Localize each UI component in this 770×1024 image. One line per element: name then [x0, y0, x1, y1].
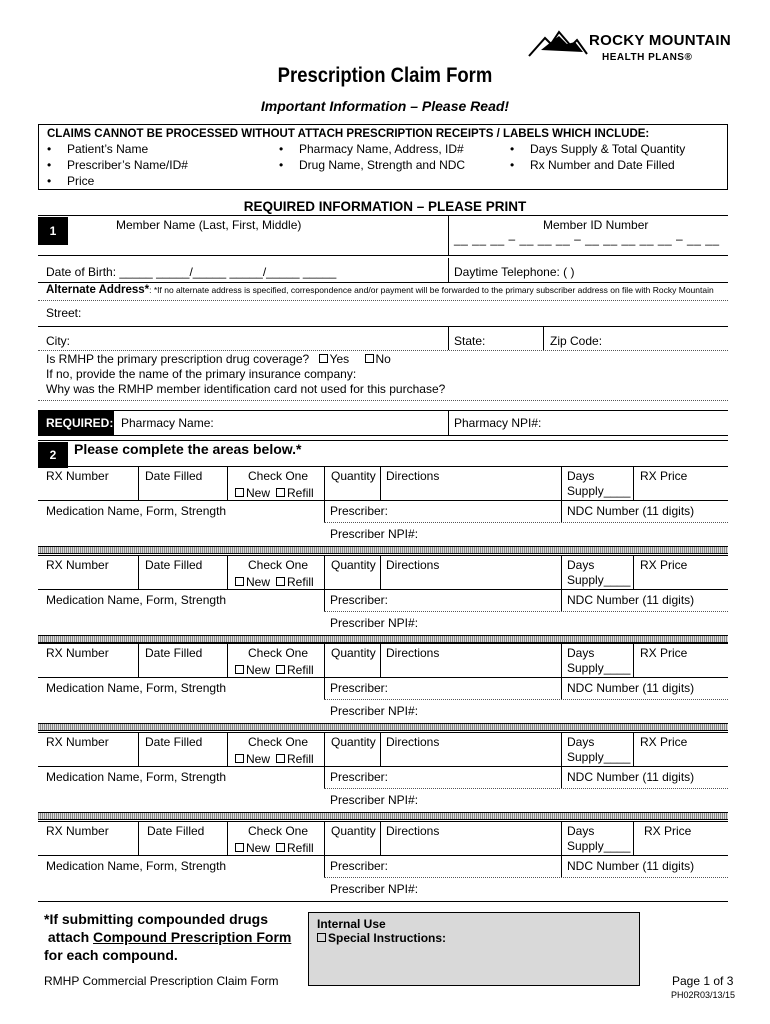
page-subtitle: Important Information – Please Read! [260, 98, 510, 114]
compound-form-link[interactable]: Compound Prescription Form [93, 929, 292, 945]
primary-coverage-question: Is RMHP the primary prescription drug coverage? [46, 352, 310, 366]
prescriber-npi-field[interactable]: Prescriber NPI#: [330, 793, 419, 807]
directions-field[interactable]: Directions [386, 646, 440, 660]
directions-field[interactable]: Directions [386, 824, 440, 838]
pharmacy-npi-field[interactable]: Pharmacy NPI#: [454, 416, 542, 430]
footer-page-number: Page 1 of 3 [672, 974, 734, 988]
dob-field[interactable]: Date of Birth: _____ _____/_____ _____/_____ _____ [46, 265, 337, 279]
date-filled-field[interactable]: Date Filled [147, 824, 205, 838]
claims-item: • Pharmacy Name, Address, ID# [299, 142, 464, 156]
refill-checkbox[interactable] [276, 754, 285, 763]
ndc-field[interactable]: NDC Number (11 digits) [567, 593, 695, 607]
check-one-label: Check One [248, 735, 309, 749]
city-field[interactable]: City: [46, 334, 70, 348]
prescriber-field[interactable]: Prescriber: [330, 859, 389, 873]
days-supply-field[interactable]: Supply____ [567, 573, 631, 587]
rx-number-field[interactable]: RX Number [46, 646, 109, 660]
footer-form-code: PH02R03/13/15 [671, 990, 736, 1000]
quantity-field[interactable]: Quantity [331, 558, 376, 572]
check-one-label: Check One [248, 469, 309, 483]
special-instructions-checkbox[interactable] [317, 933, 326, 942]
logo-line2: HEALTH PLANS® [602, 52, 693, 63]
new-checkbox[interactable] [235, 754, 244, 763]
claims-heading: CLAIMS CANNOT BE PROCESSED WITHOUT ATTACH PRESCRIPTION RECEIPTS / LABELS WHICH INCLUDE: [47, 128, 650, 140]
medication-field[interactable]: Medication Name, Form, Strength [46, 681, 227, 695]
refill-checkbox[interactable] [276, 665, 285, 674]
refill-label: Refill [287, 841, 314, 855]
ndc-field[interactable]: NDC Number (11 digits) [567, 859, 695, 873]
required-info-heading: REQUIRED INFORMATION – PLEASE PRINT [243, 199, 527, 214]
no-label: No [375, 352, 391, 366]
new-label: New [246, 575, 271, 589]
prescriber-npi-field[interactable]: Prescriber NPI#: [330, 704, 419, 718]
alt-address-note: : *If no alternate address is specified, correspondence and/or payment will be forwarded to the primary subscriber address on file with Rocky Mountain [149, 285, 714, 295]
claims-item: • Drug Name, Strength and NDC [299, 158, 465, 172]
claims-requirements-box [38, 124, 728, 190]
new-refill-row [235, 663, 314, 677]
compound-line2-pre: attach [44, 929, 94, 945]
new-label: New [246, 752, 271, 766]
rx-price-field[interactable]: RX Price [640, 558, 688, 572]
date-filled-field[interactable]: Date Filled [145, 558, 203, 572]
check-one-label: Check One [248, 558, 309, 572]
mountain-logo-icon [527, 28, 589, 58]
section-1-number: 1 [38, 217, 68, 245]
prescriber-field[interactable]: Prescriber: [330, 504, 389, 518]
quantity-field[interactable]: Quantity [331, 469, 376, 483]
refill-label: Refill [287, 575, 314, 589]
refill-label: Refill [287, 752, 314, 766]
date-filled-field[interactable]: Date Filled [145, 469, 203, 483]
claims-item: • Rx Number and Date Filled [530, 158, 675, 172]
new-checkbox[interactable] [235, 488, 244, 497]
prescriber-npi-field[interactable]: Prescriber NPI#: [330, 882, 419, 896]
alt-address-line [46, 284, 714, 296]
yes-label: Yes [329, 352, 350, 366]
refill-label: Refill [287, 486, 314, 500]
member-id-label: Member ID Number [543, 218, 649, 232]
rx-number-field[interactable]: RX Number [46, 558, 109, 572]
directions-field[interactable]: Directions [386, 735, 440, 749]
medication-field[interactable]: Medication Name, Form, Strength [46, 593, 227, 607]
new-checkbox[interactable] [235, 665, 244, 674]
primary-insurance-field[interactable]: If no, provide the name of the primary insurance company: [46, 367, 357, 381]
street-field[interactable]: Street: [46, 306, 82, 320]
new-label: New [246, 841, 271, 855]
days-supply-field[interactable]: Supply____ [567, 750, 631, 764]
refill-label: Refill [287, 663, 314, 677]
special-instructions-label: Special Instructions: [328, 931, 447, 945]
compound-note [44, 910, 291, 964]
alt-address-label: Alternate Address* [46, 284, 150, 296]
rx-number-field[interactable]: RX Number [46, 469, 109, 483]
new-refill-row [235, 841, 314, 855]
prescriber-field[interactable]: Prescriber: [330, 681, 389, 695]
rx-price-field[interactable]: RX Price [640, 735, 688, 749]
days-label: Days [567, 735, 595, 749]
yes-checkbox[interactable] [319, 354, 328, 363]
directions-field[interactable]: Directions [386, 469, 440, 483]
days-label: Days [567, 646, 595, 660]
rx-price-field[interactable]: RX Price [640, 646, 688, 660]
days-supply-field[interactable]: Supply____ [567, 484, 631, 498]
new-label: New [246, 663, 271, 677]
claims-item: • Prescriber’s Name/ID# [67, 158, 188, 172]
rx-price-field[interactable]: RX Price [640, 469, 688, 483]
prescriber-field[interactable]: Prescriber: [330, 593, 389, 607]
new-refill-row [235, 575, 314, 589]
compound-line1: *If submitting compounded drugs [44, 911, 268, 927]
new-label: New [246, 486, 271, 500]
claims-item: • Price [67, 174, 94, 188]
member-id-field[interactable]: __ __ __ – __ __ __ – __ __ __ __ __ – __ __ [454, 232, 720, 246]
compound-line2 [44, 928, 291, 946]
rx-number-field[interactable]: RX Number [46, 735, 109, 749]
date-filled-field[interactable]: Date Filled [145, 646, 203, 660]
pharmacy-name-field[interactable]: Pharmacy Name: [121, 416, 214, 430]
zip-field[interactable]: Zip Code: [550, 334, 603, 348]
footer-form-name: RMHP Commercial Prescription Claim Form [44, 974, 279, 988]
required-label: REQUIRED: [38, 411, 114, 435]
refill-checkbox[interactable] [276, 577, 285, 586]
ndc-field[interactable]: NDC Number (11 digits) [567, 504, 695, 518]
check-one-label: Check One [248, 824, 309, 838]
days-label: Days [567, 824, 595, 838]
check-one-label: Check One [248, 646, 309, 660]
section-2-number: 2 [38, 442, 68, 468]
days-supply-field[interactable]: Supply____ [567, 839, 631, 853]
prescriber-field[interactable]: Prescriber: [330, 770, 389, 784]
medication-field[interactable]: Medication Name, Form, Strength [46, 504, 227, 518]
refill-checkbox[interactable] [276, 488, 285, 497]
phone-field[interactable]: Daytime Telephone: ( ) [454, 265, 575, 279]
special-instructions-row [317, 931, 631, 945]
medication-field[interactable]: Medication Name, Form, Strength [46, 770, 227, 784]
internal-use-box [308, 912, 640, 986]
days-label: Days [567, 558, 595, 572]
quantity-field[interactable]: Quantity [331, 824, 376, 838]
new-refill-row [235, 486, 314, 500]
logo-line1: ROCKY MOUNTAIN [589, 32, 731, 49]
claims-item: • Patient’s Name [67, 142, 148, 156]
new-refill-row [235, 752, 314, 766]
directions-field[interactable]: Directions [386, 558, 440, 572]
new-checkbox[interactable] [235, 577, 244, 586]
quantity-field[interactable]: Quantity [331, 646, 376, 660]
date-filled-field[interactable]: Date Filled [145, 735, 203, 749]
card-not-used-field[interactable]: Why was the RMHP member identification card not used for this purchase? [46, 382, 446, 396]
ndc-field[interactable]: NDC Number (11 digits) [567, 681, 695, 695]
compound-line3: for each compound. [44, 947, 178, 963]
days-supply-field[interactable]: Supply____ [567, 661, 631, 675]
rx-number-field[interactable]: RX Number [46, 824, 109, 838]
new-checkbox[interactable] [235, 843, 244, 852]
prescriber-npi-field[interactable]: Prescriber NPI#: [330, 527, 419, 541]
claims-item: • Days Supply & Total Quantity [530, 142, 685, 156]
primary-coverage-row [46, 352, 391, 366]
no-checkbox[interactable] [365, 354, 374, 363]
page-title: Prescription Claim Form [277, 64, 493, 87]
quantity-field[interactable]: Quantity [331, 735, 376, 749]
member-name-label: Member Name (Last, First, Middle) [116, 218, 302, 232]
state-field[interactable]: State: [454, 334, 486, 348]
ndc-field[interactable]: NDC Number (11 digits) [567, 770, 695, 784]
rx-price-field[interactable]: RX Price [644, 824, 692, 838]
prescriber-npi-field[interactable]: Prescriber NPI#: [330, 616, 419, 630]
medication-field[interactable]: Medication Name, Form, Strength [46, 859, 227, 873]
days-label: Days [567, 469, 595, 483]
section-2-heading: Please complete the areas below.* [74, 441, 302, 457]
refill-checkbox[interactable] [276, 843, 285, 852]
internal-use-title: Internal Use [317, 917, 386, 931]
